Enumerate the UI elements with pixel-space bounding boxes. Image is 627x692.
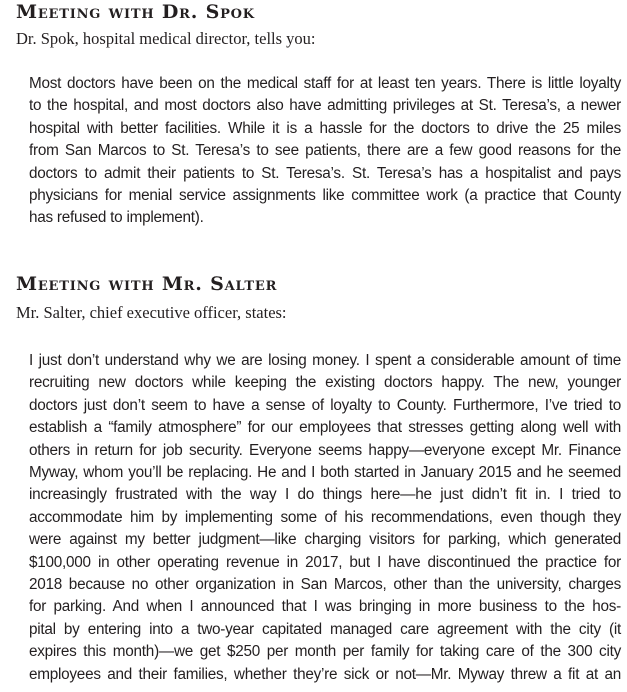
- quote-dr-spok: [29, 73, 621, 230]
- quote-line: employees and their families, whether they’re sick or not—Mr. Myway threw a fit at an: [29, 665, 621, 683]
- heading-meeting-dr-spok: Meeting with Dr. Spok: [16, 1, 255, 23]
- quote-mr-salter: [29, 350, 621, 686]
- quote-line: pital by entering into a two-year capitated managed care agreement with the city (it: [29, 620, 621, 638]
- quote-line: expires this month)—we get $250 per month per family for taking care of the 300 city: [29, 643, 621, 661]
- quote-line: recruiting new doctors while keeping the existing doctors happy. The new, younger: [29, 374, 621, 392]
- quote-line: from San Marcos to St. Teresa’s to see patients, there are a few good reasons for the: [29, 142, 621, 160]
- quote-line: were against my better judgment—like charging visitors for parking, which generated: [29, 531, 621, 549]
- quote-line: Myway, whom you’ll be replacing. He and I both started in January 2015 and he seemed: [29, 464, 621, 482]
- quote-line: I just don’t understand why we are losing money. I spent a considerable amount of time: [29, 352, 621, 369]
- intro-dr-spok: Dr. Spok, hospital medical director, tells you:: [16, 29, 316, 48]
- heading-meeting-mr-salter: Meeting with Mr. Salter: [16, 273, 278, 295]
- quote-line: increasingly frustrated with the way I do things here—he just didn’t fit in. I tried to: [29, 486, 621, 504]
- intro-mr-salter: Mr. Salter, chief executive officer, states:: [16, 303, 287, 322]
- quote-line: others in return for job security. Everyone seems happy—everyone except Mr. Finance: [29, 441, 621, 459]
- quote-line: accommodate him by implementing some of his recommendations, even though they: [29, 508, 621, 526]
- quote-line: $100,000 in other operating revenue in 2017, but I have discontinued the practice for: [29, 553, 621, 571]
- quote-line: has refused to implement).: [29, 209, 204, 227]
- quote-line: for parking. And when I announced that I was bringing in more business to the hos-: [29, 598, 621, 616]
- quote-line: Most doctors have been on the medical staff for at least ten years. There is little loyalty: [29, 75, 621, 92]
- quote-line: establish a “family atmosphere” for our employees that stresses getting along well with: [29, 419, 621, 437]
- quote-line: doctors to admit their patients to St. Teresa’s. St. Teresa’s has a hospitalist and pays: [29, 164, 621, 182]
- quote-line: hospital with better facilities. While it is a hassle for the doctors to drive the 25 miles: [29, 119, 621, 137]
- quote-line: 2018 because no other organization in San Marcos, other than the university, charges: [29, 576, 621, 594]
- quote-line: to the hospital, and most doctors also have admitting privileges at St. Teresa’s, a newer: [29, 97, 621, 115]
- quote-line: physicians for menial service assignments like committee work (a practice that County: [29, 187, 621, 205]
- quote-line: doctors just don’t seem to have a sense of loyalty to County. Furthermore, I’ve tried to: [29, 396, 621, 414]
